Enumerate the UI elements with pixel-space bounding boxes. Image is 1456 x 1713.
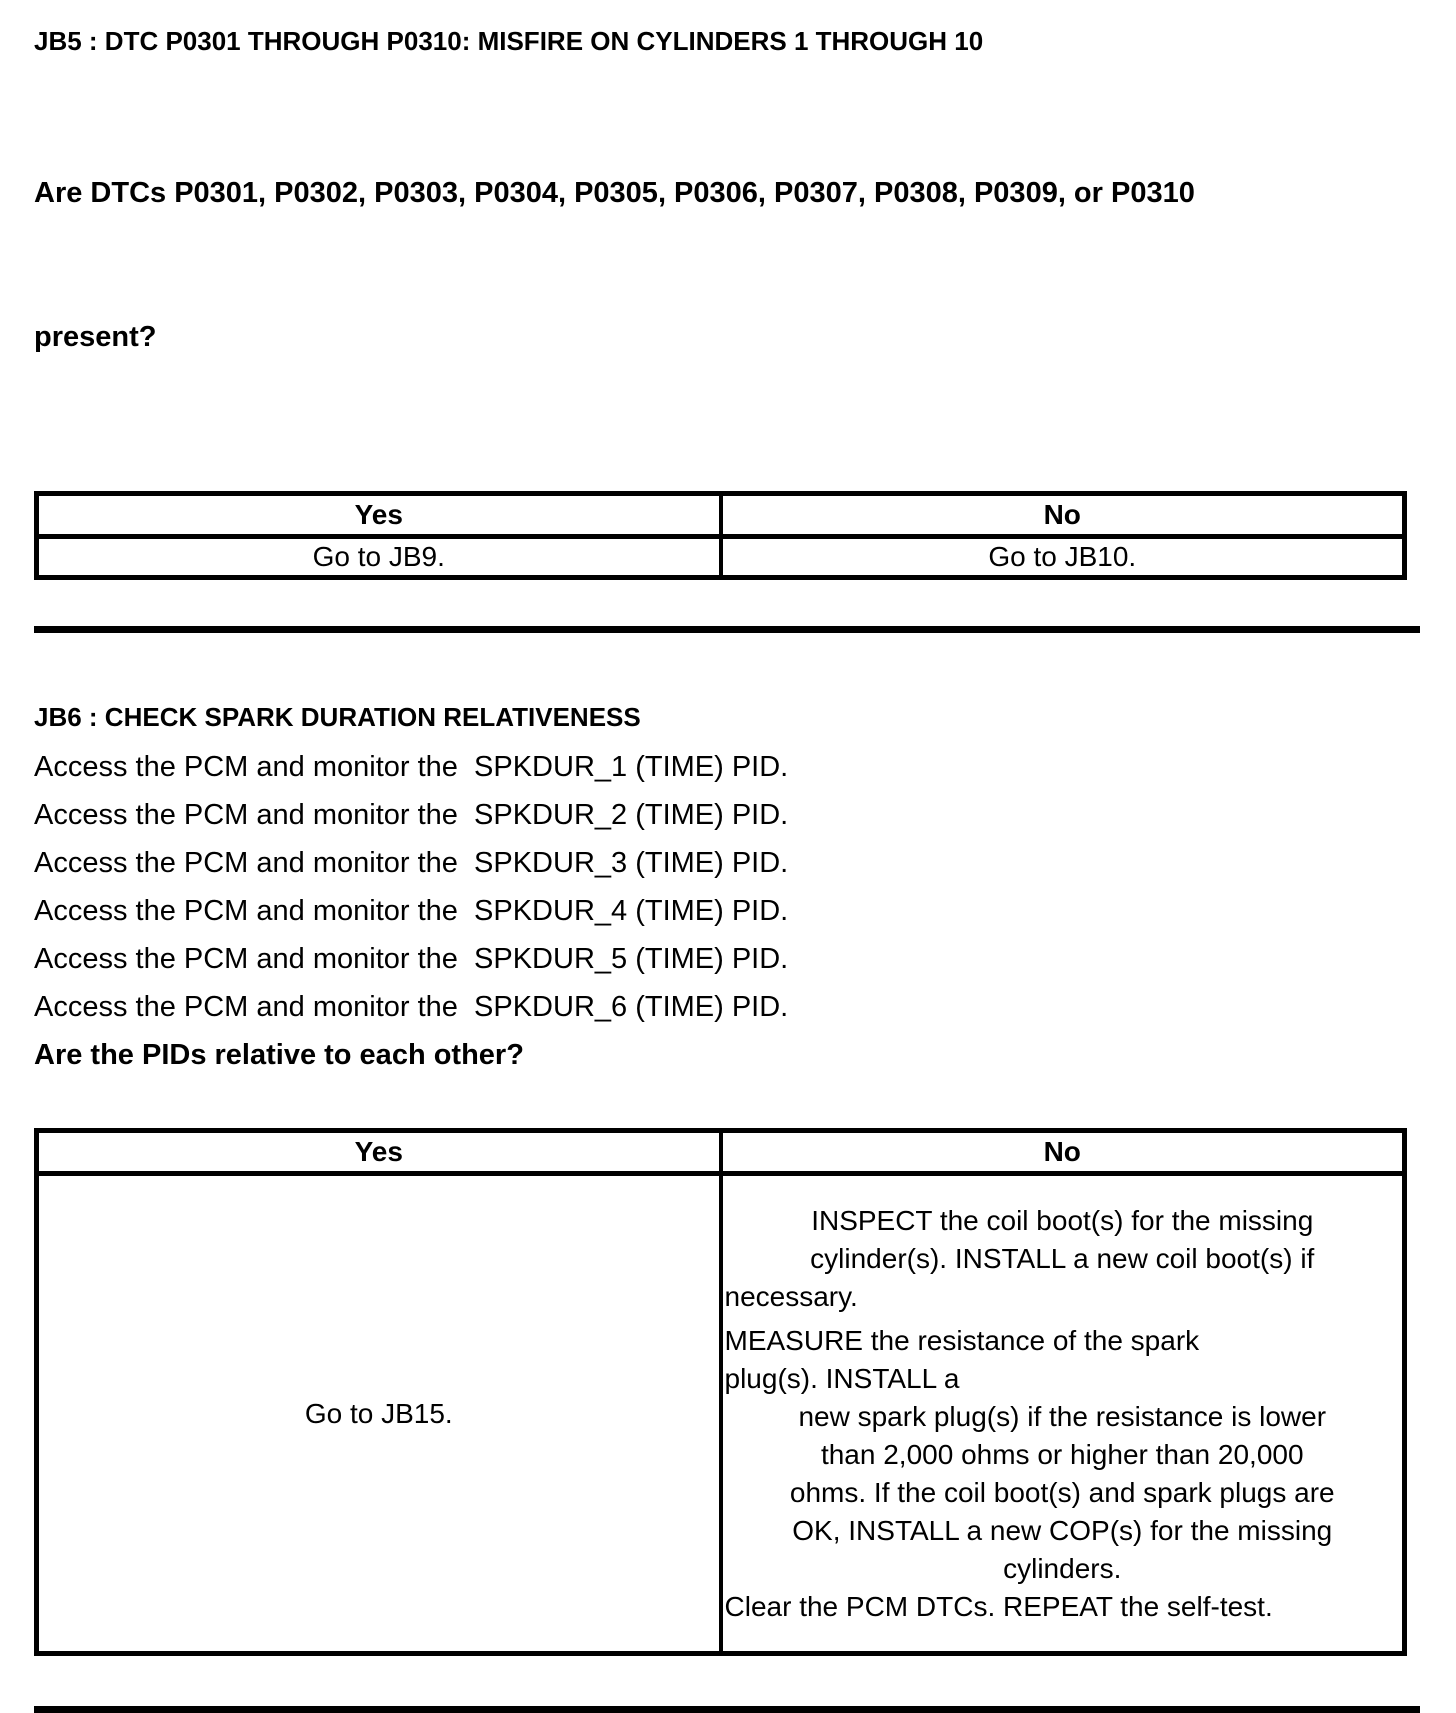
question-line: Are DTCs P0301, P0302, P0303, P0304, P0305, P0306, P0307, P0308, P0309, or P0310: [34, 177, 1195, 209]
bottom-rule: [34, 1706, 1420, 1713]
section-jb5-heading: JB5 : DTC P0301 THROUGH P0310: MISFIRE ON CYLINDERS 1 THROUGH 10: [34, 26, 984, 56]
no-action-line: INSPECT the coil boot(s) for the missing: [811, 1204, 1314, 1236]
table-header-no: No: [721, 1131, 1405, 1174]
no-action-line: new spark plug(s) if the resistance is lower: [798, 1400, 1327, 1432]
table-header-yes: Yes: [37, 1131, 721, 1174]
decision-table-jb5: [34, 491, 1407, 580]
no-action-line: cylinder(s). INSTALL a new coil boot(s) if: [810, 1242, 1315, 1274]
section-divider-rule: [34, 626, 1420, 633]
table-header-row: [37, 1131, 1405, 1174]
step-line: Access the PCM and monitor the SPKDUR_5 (TIME) PID.: [34, 943, 789, 975]
section-jb6-steps: [34, 743, 1420, 1031]
table-header-no: No: [721, 494, 1405, 537]
table-body-row: [37, 1174, 1405, 1654]
step-line: Access the PCM and monitor the SPKDUR_2 (TIME) PID.: [34, 799, 789, 831]
table-body-row: [37, 537, 1405, 578]
section-jb6: [34, 701, 1420, 1656]
no-action-line: ohms. If the coil boot(s) and spark plugs are: [789, 1476, 1335, 1508]
yes-action-cell: Go to JB15.: [37, 1174, 721, 1654]
section-jb5-question: [34, 73, 1420, 457]
table-header-row: [37, 494, 1405, 537]
question-line: present?: [34, 321, 157, 353]
yes-action-cell: Go to JB9.: [37, 537, 721, 578]
no-action-line: OK, INSTALL a new COP(s) for the missing: [792, 1514, 1333, 1546]
section-jb5: [34, 25, 1420, 580]
no-action-line: MEASURE the resistance of the spark: [724, 1324, 1200, 1356]
no-action-line: necessary.: [724, 1280, 858, 1312]
no-action-line: plug(s). INSTALL a: [724, 1362, 960, 1394]
section-jb6-heading: JB6 : CHECK SPARK DURATION RELATIVENESS: [34, 702, 641, 732]
no-action-line: cylinders.: [1003, 1552, 1122, 1584]
step-line: Access the PCM and monitor the SPKDUR_3 (TIME) PID.: [34, 847, 789, 879]
step-line: Access the PCM and monitor the SPKDUR_1 (TIME) PID.: [34, 751, 789, 783]
step-line: Access the PCM and monitor the SPKDUR_6 (TIME) PID.: [34, 991, 789, 1023]
section-jb6-question: Are the PIDs relative to each other?: [34, 1039, 524, 1071]
no-action-cell: [721, 1174, 1405, 1654]
step-line: Access the PCM and monitor the SPKDUR_4 (TIME) PID.: [34, 895, 789, 927]
table-header-yes: Yes: [37, 494, 721, 537]
no-action-line: than 2,000 ohms or higher than 20,000: [820, 1438, 1304, 1470]
no-action-line: Clear the PCM DTCs. REPEAT the self-test.: [724, 1590, 1273, 1622]
decision-table-jb6: [34, 1128, 1407, 1656]
no-action-cell: Go to JB10.: [721, 537, 1405, 578]
